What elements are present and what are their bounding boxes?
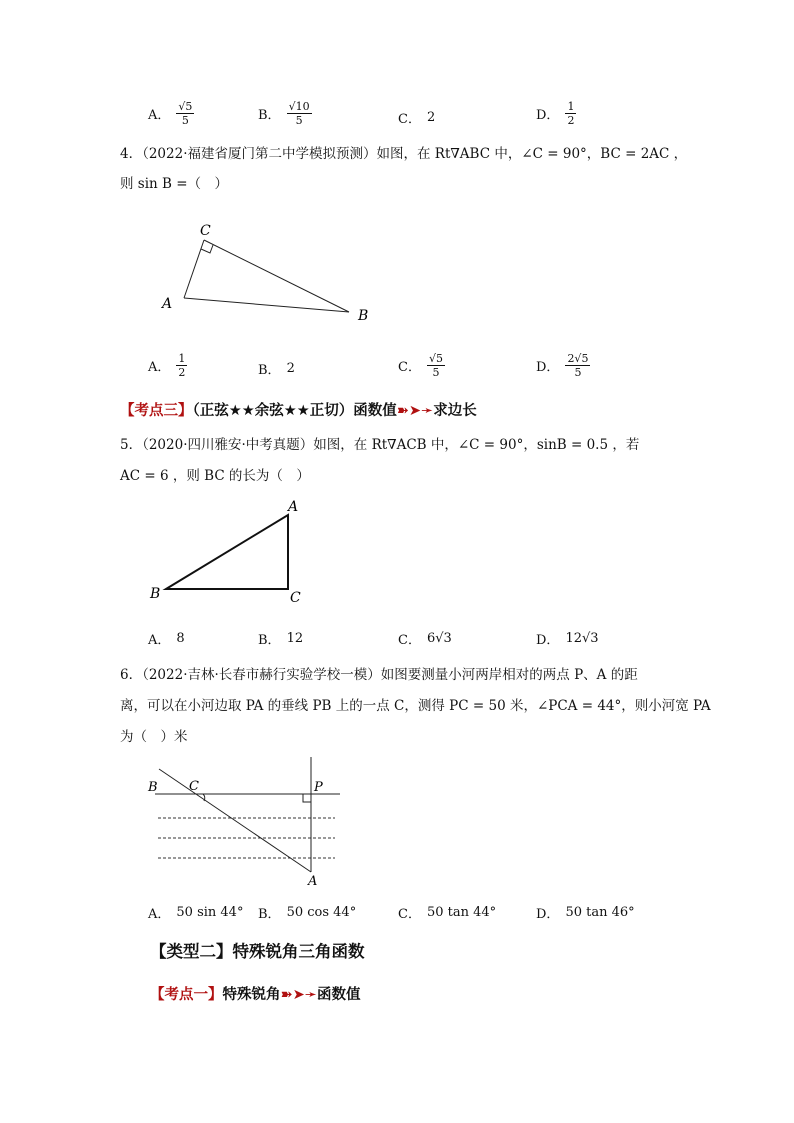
q4-triangle-figure bbox=[150, 218, 390, 328]
q5-option-c bbox=[398, 629, 452, 648]
q5-label-c: C bbox=[290, 590, 301, 606]
q4-stem-line2: 则 sin B =（ ） bbox=[120, 176, 229, 192]
option-letter: D． bbox=[536, 907, 560, 922]
q3-option-b bbox=[258, 100, 312, 127]
kp3-goal: 求边长 bbox=[433, 403, 477, 419]
kp3-text: （正弦★★余弦★★正切）函数值 bbox=[192, 403, 397, 419]
option-letter: A． bbox=[148, 108, 171, 123]
option-letter: C． bbox=[398, 360, 421, 375]
option-value: 6√3 bbox=[426, 631, 452, 646]
kp1-heading bbox=[150, 983, 360, 1004]
option-letter: A． bbox=[148, 907, 171, 922]
option-letter: C． bbox=[398, 633, 421, 648]
q6-option-d bbox=[536, 903, 635, 922]
q5-option-d bbox=[536, 629, 599, 648]
option-letter: B． bbox=[258, 363, 281, 378]
q4-option-a bbox=[148, 352, 187, 379]
option-letter: C． bbox=[398, 112, 421, 127]
option-value: 12√3 bbox=[565, 631, 599, 646]
q6-stem-line1: 6．（2022·吉林·长春市赫行实验学校一模）如图要测量小河两岸相对的两点 P、A 的距 bbox=[120, 667, 638, 683]
option-value: 2 bbox=[286, 361, 295, 376]
option-letter: D． bbox=[536, 360, 560, 375]
q6-option-c bbox=[398, 903, 496, 922]
type2-heading: 【类型二】特殊锐角三角函数 bbox=[150, 942, 365, 961]
q4-option-d bbox=[536, 352, 590, 379]
kp1-arrow-icon: ➽➤➛ bbox=[280, 987, 317, 1003]
q6-option-b bbox=[258, 903, 356, 922]
option-value: 2 bbox=[426, 110, 436, 125]
kp3-bracket: 【考点三】 bbox=[120, 403, 193, 419]
q4-side-ca bbox=[184, 240, 204, 298]
kp1-goal: 函数值 bbox=[316, 987, 361, 1003]
option-value: 50 sin 44° bbox=[176, 905, 244, 920]
kp1-text: 特殊锐角 bbox=[222, 987, 281, 1003]
fraction: $\frac{√5}{5}$ bbox=[178, 100, 193, 127]
option-letter: A． bbox=[148, 633, 171, 648]
q3-option-a bbox=[148, 100, 194, 127]
q6-label-p: P bbox=[314, 780, 323, 795]
option-value: 50 tan 44° bbox=[426, 905, 497, 920]
q5-triangle bbox=[166, 515, 288, 589]
option-letter: B． bbox=[258, 633, 281, 648]
q3-option-d bbox=[536, 100, 576, 127]
q4-option-b bbox=[258, 359, 295, 378]
q4-stem-line1: 4．（2022·福建省厦门第二中学模拟预测）如图，在 Rt∇ABC 中，∠C = 90°，BC = 2AC ， bbox=[120, 146, 688, 162]
q4-label-a: A bbox=[162, 296, 173, 312]
option-letter: D． bbox=[536, 633, 560, 648]
option-value: 8 bbox=[176, 631, 185, 646]
kp3-arrow-icon: ➽➤➛ bbox=[396, 403, 434, 419]
option-letter: D． bbox=[536, 108, 560, 123]
option-value: 50 cos 44° bbox=[286, 905, 357, 920]
q6-label-b: B bbox=[148, 780, 158, 795]
option-letter: B． bbox=[258, 108, 281, 123]
q6-river-figure bbox=[140, 755, 350, 890]
fraction: $\frac{1}{2}$ bbox=[178, 352, 186, 379]
kp3-heading bbox=[120, 399, 477, 420]
fraction: $\frac{1}{2}$ bbox=[567, 100, 575, 127]
right-angle-mark bbox=[303, 794, 311, 802]
option-letter: B． bbox=[258, 907, 281, 922]
fraction: $\frac{√10}{5}$ bbox=[288, 100, 310, 127]
option-letter: A． bbox=[148, 360, 171, 375]
q5-option-a bbox=[148, 629, 185, 648]
option-letter: C． bbox=[398, 907, 421, 922]
fraction: $\frac{2√5}{5}$ bbox=[567, 352, 589, 379]
q5-label-a: A bbox=[288, 499, 299, 515]
option-value: 50 tan 46° bbox=[565, 905, 635, 920]
q6-label-c: C bbox=[189, 779, 199, 794]
q5-label-b: B bbox=[150, 586, 161, 602]
fraction: $\frac{√5}{5}$ bbox=[428, 352, 443, 379]
q5-stem-line2: AC = 6 ，则 BC 的长为（ ） bbox=[120, 468, 310, 484]
q6-stem-line2: 离，可以在小河边取 PA 的垂线 PB 上的一点 C，测得 PC = 50 米，∠PCA = 44°，则小河宽 PA bbox=[120, 698, 711, 714]
q5-option-b bbox=[258, 629, 303, 648]
right-angle-mark bbox=[201, 245, 213, 253]
q6-option-a bbox=[148, 903, 243, 922]
q3-option-c bbox=[398, 108, 435, 127]
q5-triangle-figure bbox=[145, 495, 315, 610]
q5-stem-line1: 5．（2020·四川雅安·中考真题）如图，在 Rt∇ACB 中，∠C = 90°，sinB = 0.5 ，若 bbox=[120, 437, 640, 453]
kp1-bracket: 【考点一】 bbox=[150, 987, 223, 1003]
q4-label-b: B bbox=[358, 308, 369, 324]
q6-stem-line3: 为（ ）米 bbox=[120, 729, 188, 745]
q6-label-a: A bbox=[308, 874, 318, 889]
q6-line-ca bbox=[159, 769, 311, 872]
q4-option-c bbox=[398, 352, 445, 379]
option-value: 12 bbox=[286, 631, 304, 646]
q4-label-c: C bbox=[200, 223, 211, 239]
